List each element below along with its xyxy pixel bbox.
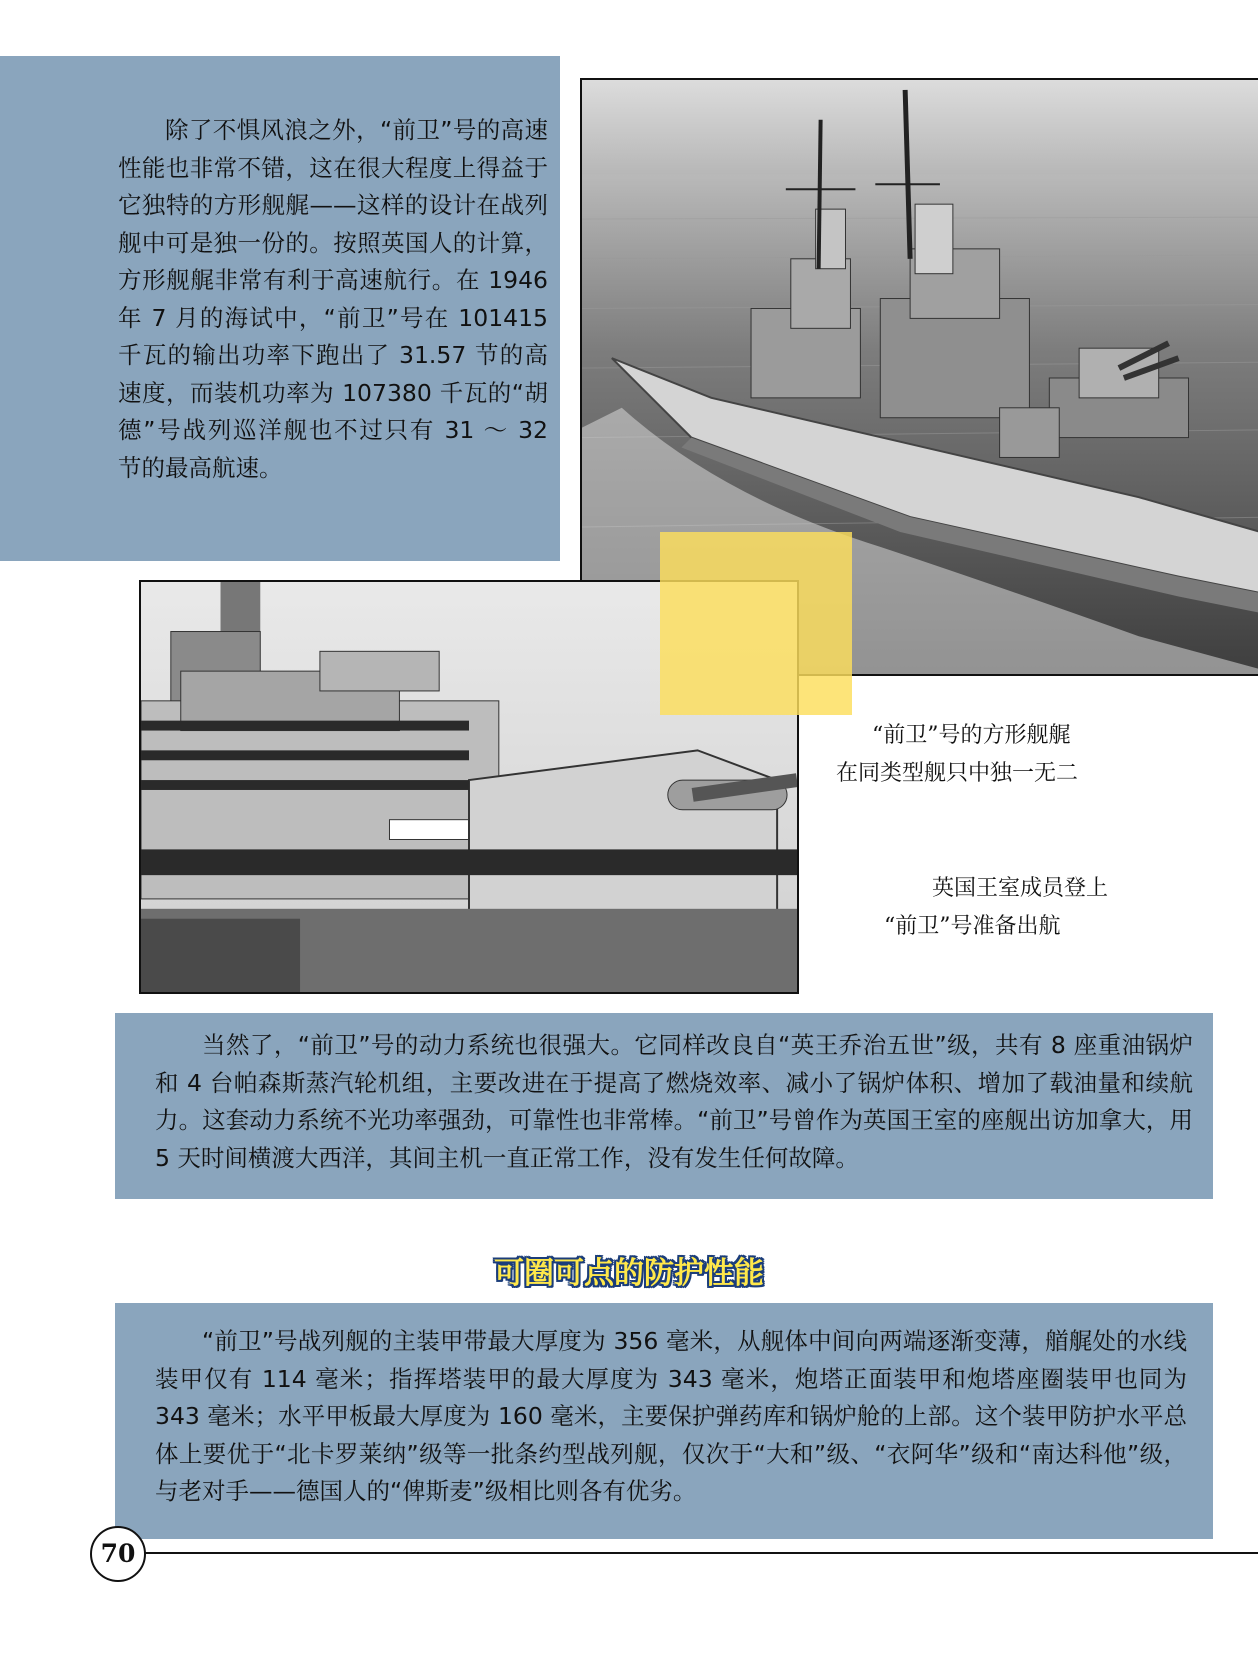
stern-caption-line1: “前卫”号的方形舰艉 xyxy=(872,723,1071,748)
intro-panel xyxy=(0,56,560,561)
stern-caption-line2: 在同类型舰只中独一无二 xyxy=(836,761,1079,786)
royal-caption-line2: “前卫”号准备出航 xyxy=(884,914,1061,939)
armor-paragraph: “前卫”号战列舰的主装甲带最大厚度为 356 毫米，从舰体中间向两端逐渐变薄，艏艉处的水线装甲仅有 114 毫米；指挥塔装甲的最大厚度为 343 毫米，炮塔正面装甲和炮塔座圈装甲也同为 343 毫米；水平甲板最大厚度为 160 毫米，主要保护弹药库和锅炉舱的上部。这个装甲防护水平总体上要优于“北卡罗莱纳”级等一批条约型战列舰，仅次于“大和”级、“衣阿华”级和“南达科他”级，与老对手——德国人的“俾斯麦”级相比则各有优劣。 xyxy=(155,1327,1187,1505)
royal-caption-line1: 英国王室成员登上 xyxy=(932,876,1109,901)
intro-paragraph: 除了不惧风浪之外，“前卫”号的高速性能也非常不错，这在很大程度上得益于它独特的方形舰艉——这样的设计在战列舰中可是独一份的。按照英国人的计算，方形舰艉非常有利于高速航行。在 1946 年 7 月的海试中，“前卫”号在 101415 千瓦的输出功率下跑出了 31.57 节的高速度，而装机功率为 107380 千瓦的“胡德”号战列巡洋舰也不过只有 31 ～ 32 节的最高航速。 xyxy=(118,116,548,482)
section-heading: 可圈可点的防护性能 xyxy=(494,1256,764,1291)
footer-rule xyxy=(140,1552,1258,1554)
power-paragraph: 当然了，“前卫”号的动力系统也很强大。它同样改良自“英王乔治五世”级，共有 8 座重油锅炉和 4 台帕森斯蒸汽轮机组，主要改进在于提高了燃烧效率、减小了锅炉体积、增加了载油量和续航力。这套动力系统不光功率强劲，可靠性也非常棒。“前卫”号曾作为英国王室的座舰出访加拿大，用 5 天时间横渡大西洋，其间主机一直正常工作，没有发生任何故障。 xyxy=(155,1031,1193,1172)
power-panel xyxy=(115,1013,1213,1199)
royal-caption xyxy=(876,870,1108,946)
armor-panel xyxy=(115,1303,1213,1539)
stern-caption xyxy=(836,717,1079,793)
page-number: 70 xyxy=(90,1526,146,1582)
highlight-square xyxy=(660,532,852,715)
